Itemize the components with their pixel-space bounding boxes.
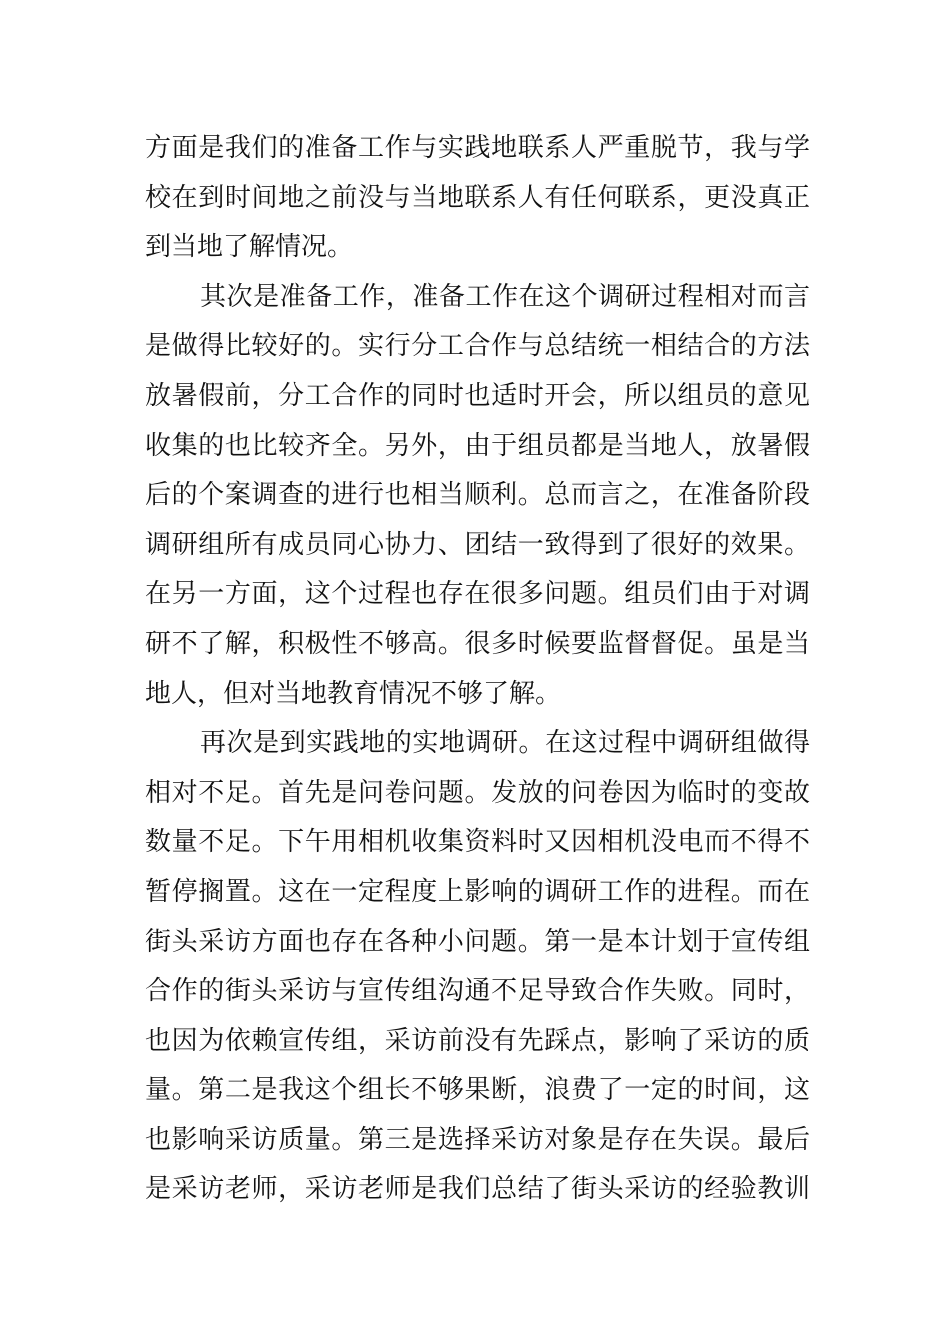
text-line: 量。第二是我这个组长不够果断，浪费了一定的时间，这 xyxy=(145,1075,810,1106)
text-line: 在另一方面，这个过程也存在很多问题。组员们由于对调 xyxy=(145,579,810,610)
text-line: 研不了解，积极性不够高。很多时候要监督督促。虽是当 xyxy=(145,628,810,659)
paragraph-first-line: 其次是准备工作，准备工作在这个调研过程相对而言 xyxy=(200,281,810,312)
text-line: 是采访老师，采访老师是我们总结了街头采访的经验教训 xyxy=(145,1174,810,1205)
text-line: 数量不足。下午用相机收集资料时又因相机没电而不得不 xyxy=(145,827,810,858)
paragraph-first-line: 再次是到实践地的实地调研。在这过程中调研组做得 xyxy=(200,728,810,759)
document-page xyxy=(145,124,810,1215)
text-line: 到当地了解情况。 xyxy=(145,232,354,263)
text-line: 是做得比较好的。实行分工合作与总结统一相结合的方法 xyxy=(145,331,810,362)
text-line: 街头采访方面也存在各种小问题。第一是本计划于宣传组 xyxy=(145,926,810,957)
text-line: 合作的街头采访与宣传组沟通不足导致合作失败。同时， xyxy=(145,976,810,1007)
text-line: 收集的也比较齐全。另外，由于组员都是当地人，放暑假 xyxy=(145,430,810,461)
text-line: 也因为依赖宣传组，采访前没有先踩点，影响了采访的质 xyxy=(145,1025,810,1056)
text-line: 方面是我们的准备工作与实践地联系人严重脱节，我与学 xyxy=(145,133,810,163)
text-line: 地人，但对当地教育情况不够了解。 xyxy=(145,678,562,709)
body-text xyxy=(145,124,810,1215)
text-line: 调研组所有成员同心协力、团结一致得到了很好的效果。 xyxy=(145,529,810,560)
text-line: 校在到时间地之前没与当地联系人有任何联系，更没真正 xyxy=(145,182,810,213)
text-line: 暂停搁置。这在一定程度上影响的调研工作的进程。而在 xyxy=(145,876,810,907)
text-line: 也影响采访质量。第三是选择采访对象是存在失误。最后 xyxy=(145,1124,810,1155)
text-line: 相对不足。首先是问卷问题。发放的问卷因为临时的变故 xyxy=(145,777,810,808)
text-line: 后的个案调查的进行也相当顺利。总而言之，在准备阶段 xyxy=(145,480,810,511)
text-line: 放暑假前，分工合作的同时也适时开会，所以组员的意见 xyxy=(145,380,810,411)
